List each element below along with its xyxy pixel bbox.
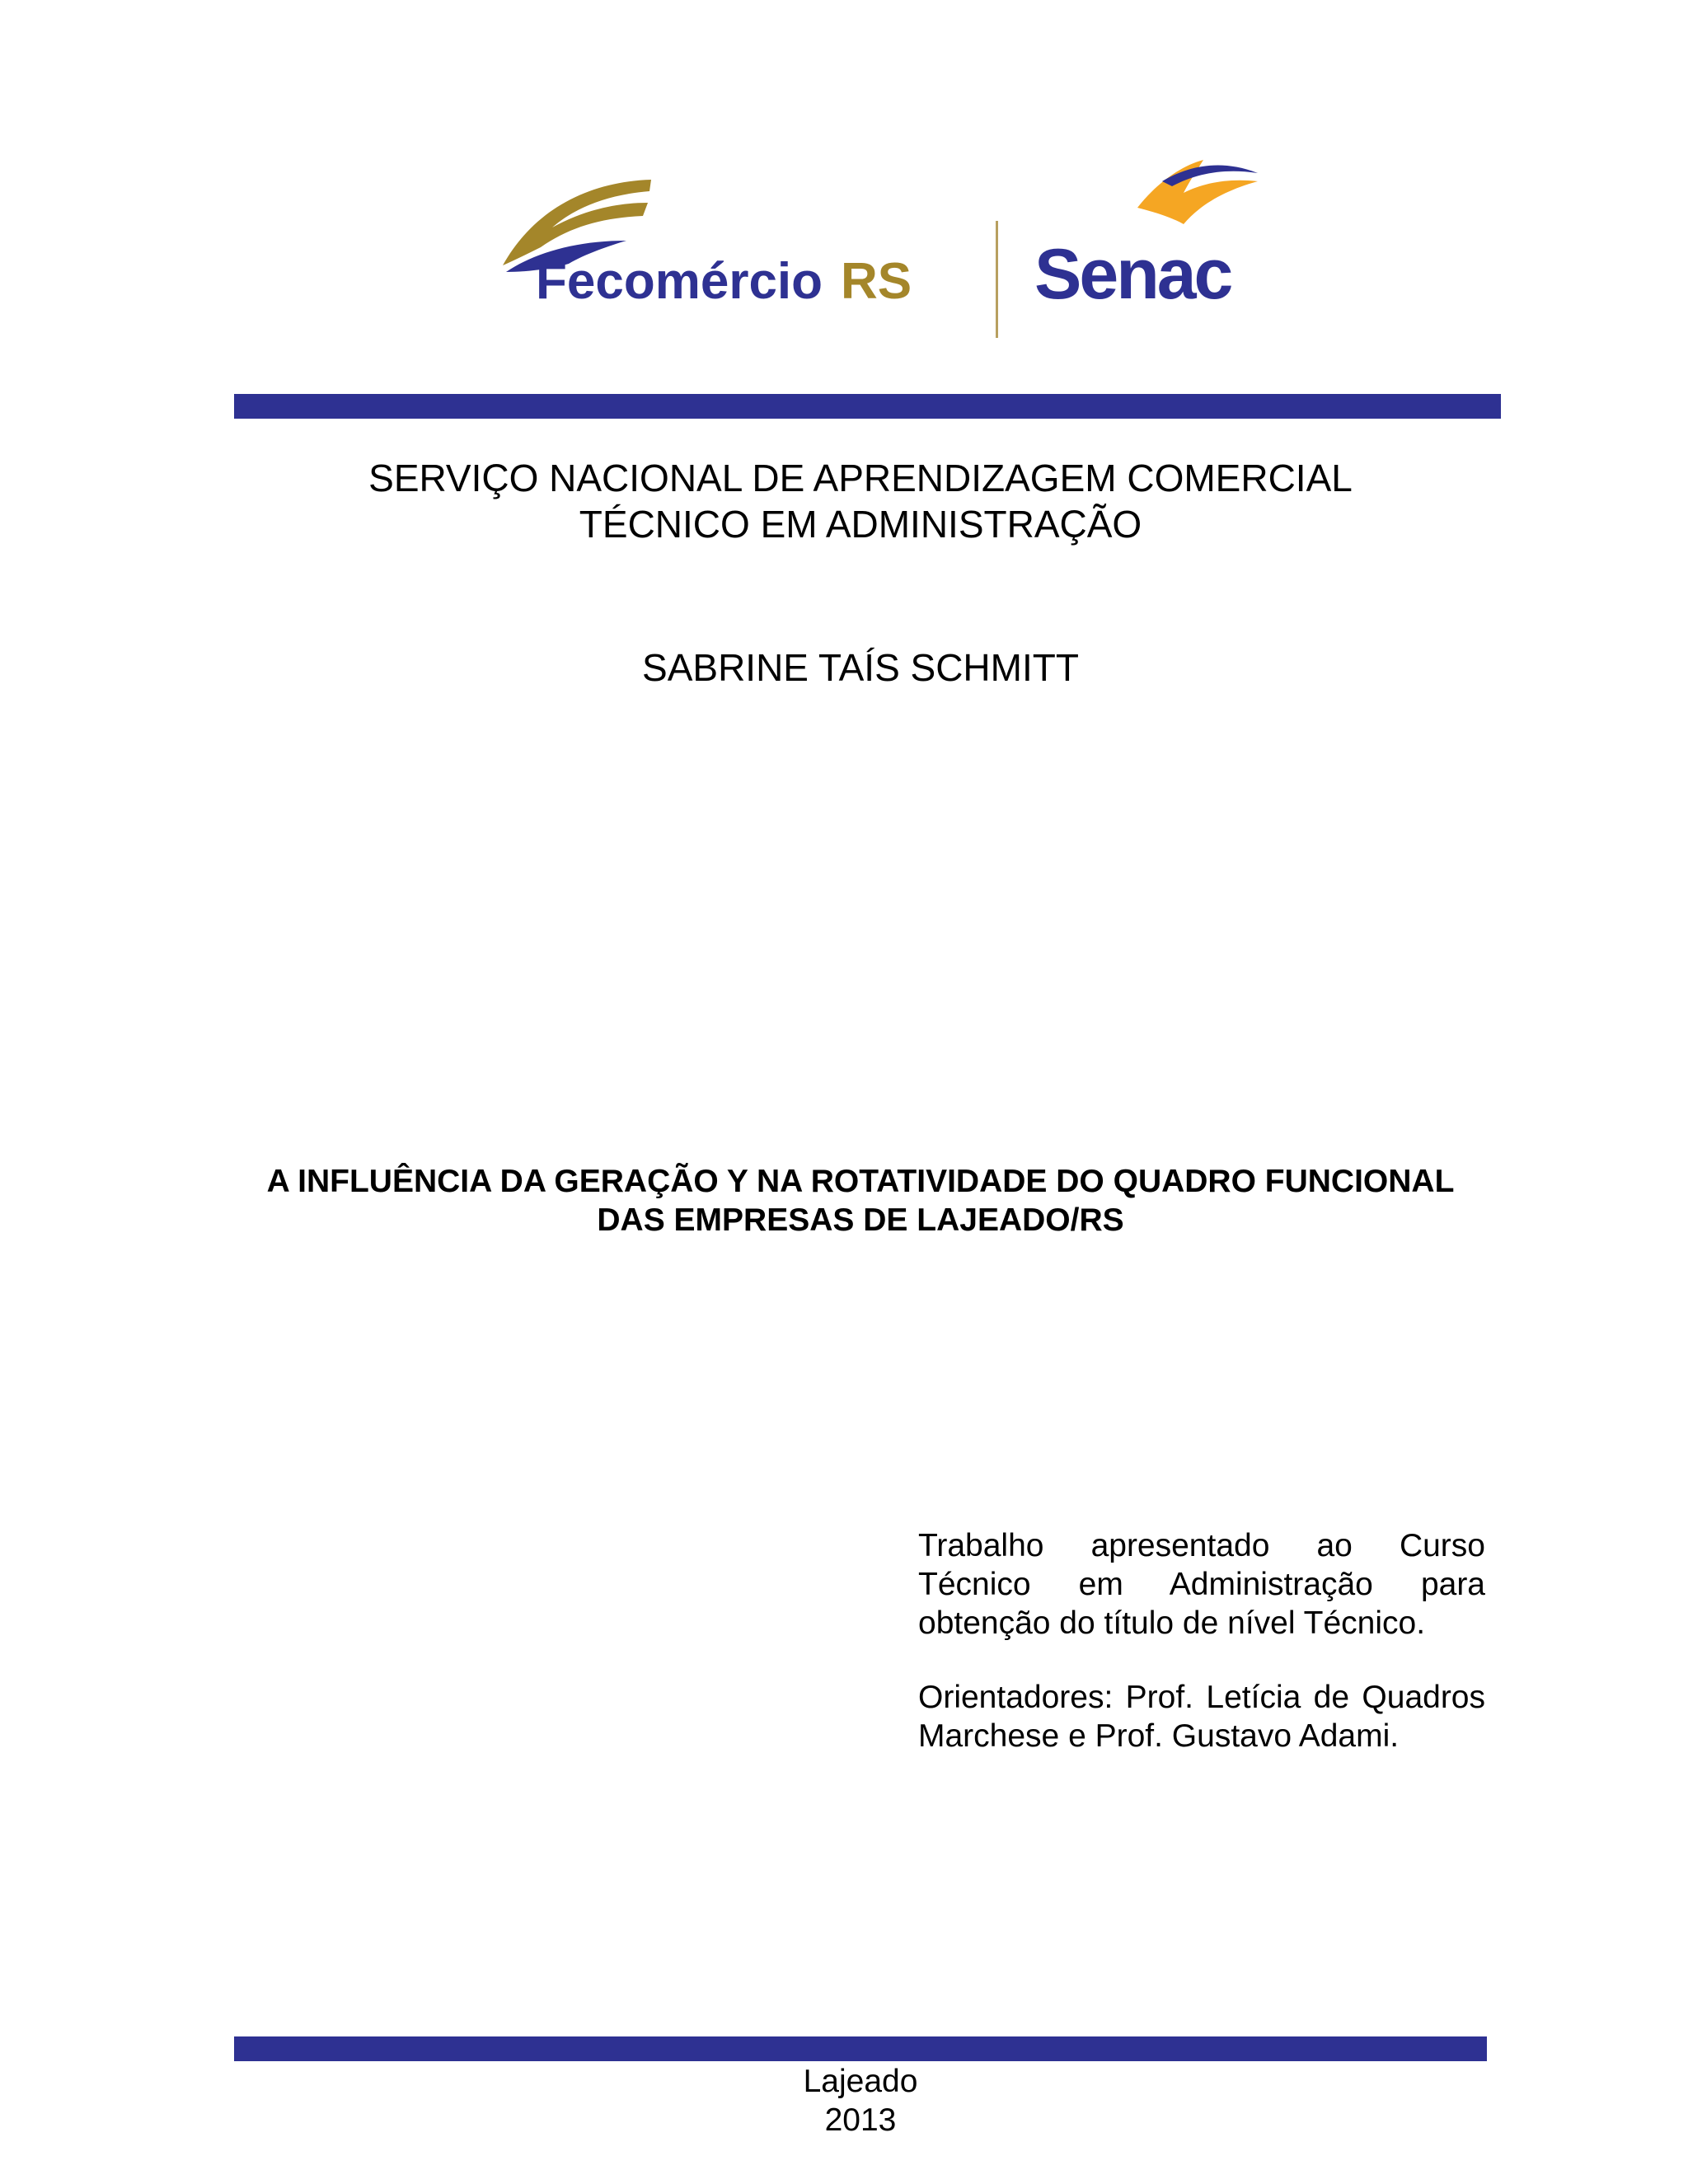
footer xyxy=(234,2062,1487,2139)
senac-logo-text: Senac xyxy=(1034,235,1231,314)
institution-heading xyxy=(234,455,1487,547)
fecomercio-rs-text: RS xyxy=(841,253,912,310)
advisors-note: Orientadores: Prof. Letícia de Quadros Marchese e Prof. Gustavo Adami. xyxy=(918,1680,1485,1754)
logo-header xyxy=(486,148,1319,379)
presentation-note: Trabalho apresentado ao Curso Técnico em Administração para obtenção do título de nível Técnico. xyxy=(918,1528,1485,1641)
author-name: SABRINE TAÍS SCHMITT xyxy=(642,646,1079,689)
bottom-rule xyxy=(234,2036,1487,2061)
fecomercio-logo-text: Fecomércio xyxy=(536,253,823,310)
course-name: TÉCNICO EM ADMINISTRAÇÃO xyxy=(579,503,1142,546)
document-title xyxy=(234,1162,1487,1240)
title-line-2: DAS EMPRESAS DE LAJEADO/RS xyxy=(597,1202,1124,1238)
title-line-1: A INFLUÊNCIA DA GERAÇÃO Y NA ROTATIVIDADE DO QUADRO FUNCIONAL xyxy=(266,1164,1455,1199)
logo-divider xyxy=(996,221,998,338)
senac-bird-icon xyxy=(1137,160,1258,224)
city: Lajeado xyxy=(803,2064,918,2099)
year: 2013 xyxy=(824,2102,897,2138)
institution-name: SERVIÇO NACIONAL DE APRENDIZAGEM COMERCIAL xyxy=(368,457,1353,499)
top-rule xyxy=(234,394,1501,419)
